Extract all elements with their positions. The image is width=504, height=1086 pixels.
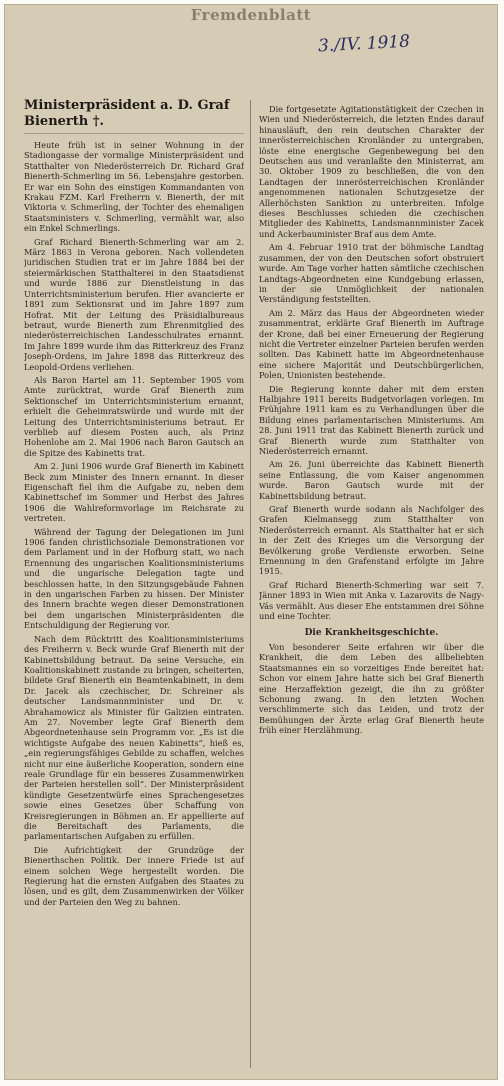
section-title: Die Krankheitsgeschichte. bbox=[304, 627, 439, 638]
right-paragraph: Die fortgesetzte Agitationstätigkeit der Czechen in Wien und Niederösterreich, die letzten Endes darauf hinausläuft, den rein deutschen Charakter der innerösterreichischen Kronländer zu untergraben, löste eine energische Gegenbewegung bei den Deutschen aus und veranlaßte den Ministerrat, am 30. Oktober 1909 zu beschließen, die von den Landtagen der innerösterreichischen Kronländer angenommenen nationalen Schutzgesetze der Allerhöchsten Sanktion zu unterbreiten. Infolge dieses Beschlusses schieden die czechischen Mitglieder des Kabinetts, Landsmannminister Zacek und Ackerbauminister Braf aus dem Amte. bbox=[259, 104, 484, 239]
left-column bbox=[24, 98, 244, 1070]
handwritten-date: 3./IV. 1918 bbox=[317, 31, 411, 57]
left-paragraph: Als Baron Hartel am 11. September 1905 vom Amte zurücktrat, wurde Graf Bienerth zum Sektionschef im Unterrichtsministerium ernannt, erhielt die Geheimratswürde und wurde mit der Leitung des Unterrichtsministeriums betraut. Er verblieb auf diesem Posten auch, als Prinz Hohenlohe am 2. Mai 1906 nach Baron Gautsch an die Spitze des Kabinetts trat. bbox=[24, 374, 244, 458]
left-paragraph: Heute früh ist in seiner Wohnung in der Stadiongasse der vormalige Ministerpräsident und Statthalter von Niederösterreich Dr. Richard Graf Bienerth-Schmerling im 56. Lebensjahre gestorben. Er war ein Sohn des einstigen Kommandanten von Krakau FZM. Karl Freiherrn v. Bienerth, der mit Viktoria v. Schmerling, der Tochter des ehemaligen Staatsministers v. Schmerling, vermählt war, also ein Enkel Schmerlings. bbox=[24, 140, 244, 234]
right-column bbox=[259, 104, 484, 1070]
right-paragraph: Am 26. Juni überreichte das Kabinett Bienerth seine Entlassung, die vom Kaiser angenommen wurde. Baron Gautsch wurde mit der Kabinettsbildung betraut. bbox=[259, 459, 484, 501]
masthead: Fremdenblatt bbox=[190, 6, 312, 24]
right-paragraph: Graf Richard Bienerth-Schmerling war seit 7. Jänner 1893 in Wien mit Anka v. Lazarovits de Nagy-Vás vermählt. Aus dieser Ehe entstammen drei Söhne und eine Tochter. bbox=[259, 579, 484, 622]
right-paragraph: Am 2. März das Haus der Abgeordneten wieder zusammentrat, erklärte Graf Bienerth im Auftrage der Krone, daß bei einer Erneuerung der Regierung nicht die Vertreter einzelner Parteien berufen werden sollten. Das Kabinett hatte im Abgeordnetenhause eine sichere Majorität und Deutschbürgerlichen, Polen, Unionisten bestehende. bbox=[259, 307, 484, 381]
left-paragraph: Nach dem Rücktritt des Koalitionsministeriums des Freiherrn v. Beck wurde Graf Bienerth mit der Kabinettsbildung betraut. Da seine Versuche, ein Koalitionskabinett zustande zu bringen, scheiterten, bildete Graf Bienerth ein Beamtenkabinett, in dem Dr. Jacek als czechischer, Dr. Schreiner als deutscher Landsmannminister und Dr. v. Abrahamowicz als Minister für Galizien eintraten. Am 27. November legte Graf Bienerth dem Abgeordnetenhause sein Programm vor. „Es ist die wichtigste Aufgabe des neuen Kabinetts“, hieß es, „ein regierungsfähiges Gebilde zu schaffen, welches nicht nur eine äußerliche Kooperation, sondern eine reale Grundlage für ein besseres Zusammenwirken der Parteien herstellen soll“. Der Ministerpräsident kündigte Gesetzentwürfe eines Sprachengesetzes sowie eines Gesetzes über Schaffung von Kreisregierungen in Böhmen an. Er appellierte auf die Bereitschaft des Parlaments, die parlamentarischen Aufgaben zu erfüllen. bbox=[24, 633, 244, 842]
article-headline: Ministerpräsident a. D. Graf Bienerth †. bbox=[24, 98, 244, 134]
left-paragraph: Während der Tagung der Delegationen im Juni 1906 fanden christlichsoziale Demonstrationen vor dem Parlament und in der Hofburg statt, wo nach Ernennung des ungarischen Koalitionsministeriums und die ungarische Delegation tagte und beschlossen hatte, in den Sitzungsgebäude Fahnen in den ungarischen Farben zu hissen. Der Minister des Innern brachte wegen dieser Demonstrationen bei dem ungarischen Ministerpräsidenten die Entschuldigung der Regierung vor. bbox=[24, 526, 244, 631]
left-paragraph: Graf Richard Bienerth-Schmerling war am 2. März 1863 in Verona geboren. Nach vollendeten juridischen Studien trat er im Jahre 1884 bei der steiermärkischen Statthalterei in den Staatsdienst und wurde 1886 zur Dienstleistung in das Unterrichtsministerium berufen. Hier avancierte er 1891 zum Sektionsrat und im Jahre 1897 zum Hofrat. Mit der Leitung des Präsidialbureaus betraut, wurde Bienerth zum Ehrenmitglied des niederösterreichischen Landesschulrates ernannt. Im Jahre 1899 wurde ihm das Ritterkreuz des Franz Joseph-Ordens, im Jahre 1898 das Ritterkreuz des Leopold-Ordens verliehen. bbox=[24, 236, 244, 372]
left-paragraph: Die Aufrichtigkeit der Grundzüge der Bienerthschen Politik. Der innere Friede ist auf einem solchen Wege hergestellt worden. Die Regierung hat die ernsten Aufgaben des Staates zu lösen, und es gilt, dem Zusammenwirken der Völker und der Parteien den Weg zu bahnen. bbox=[24, 844, 244, 907]
newspaper-clipping bbox=[4, 4, 498, 1080]
left-paragraph: Am 2. Juni 1906 wurde Graf Bienerth im Kabinett Beck zum Minister des Innern ernannt. In dieser Eigenschaft fiel ihm die Aufgabe zu, neben dem Kabinettschef im Sommer und Herbst des Jahres 1906 die Wahlreformvorlage im Reichsrate zu vertreten. bbox=[24, 461, 244, 524]
right-closing-paragraph: Von besonderer Seite erfahren wir über die Krankheit, die dem Leben des allbeliebten Staatsmannes ein so vorzeitiges Ende bereitet hat: Schon vor einem Jahre hatte sich bei Graf Bienerth eine Herzaffektion gezeigt, die ihn zu größter Schonung zwang. In den letzten Wochen verschlimmerte sich das Leiden, und trotz der Bemühungen der Ärzte erlag Graf Bienerth heute früh einer Herzlähmung. bbox=[259, 641, 484, 736]
right-paragraph: Graf Bienerth wurde sodann als Nachfolger des Grafen Kielmansegg zum Statthalter von Niederösterreich ernannt. Als Statthalter hat er sich in der Zeit des Krieges um die Versorgung der Bevölkerung große Verdienste erworben. Seine Ernennung in den Grafenstand erfolgte im Jahre 1915. bbox=[259, 504, 484, 577]
right-paragraph: Am 4. Februar 1910 trat der böhmische Landtag zusammen, der von den Deutschen sofort obstruiert wurde. Am Tage vorher hatten sämtliche czechischen Landtags-Abgeordneten eine Kundgebung erlassen, in der sie Unmöglichkeit der nationalen Verständigung feststellten. bbox=[259, 242, 484, 305]
right-paragraph: Die Regierung konnte daher mit dem ersten Halbjahre 1911 bereits Budgetvorlagen vorlegen. Im Frühjahre 1911 kam es zu Verhandlungen über die Bildung eines parlamentarischen Ministeriums. Am 28. Juni 1911 trat das Kabinett Bienerth zurück und Graf Bienerth wurde zum Statthalter von Niederösterreich ernannt. bbox=[259, 383, 484, 456]
column-divider bbox=[250, 100, 251, 1068]
